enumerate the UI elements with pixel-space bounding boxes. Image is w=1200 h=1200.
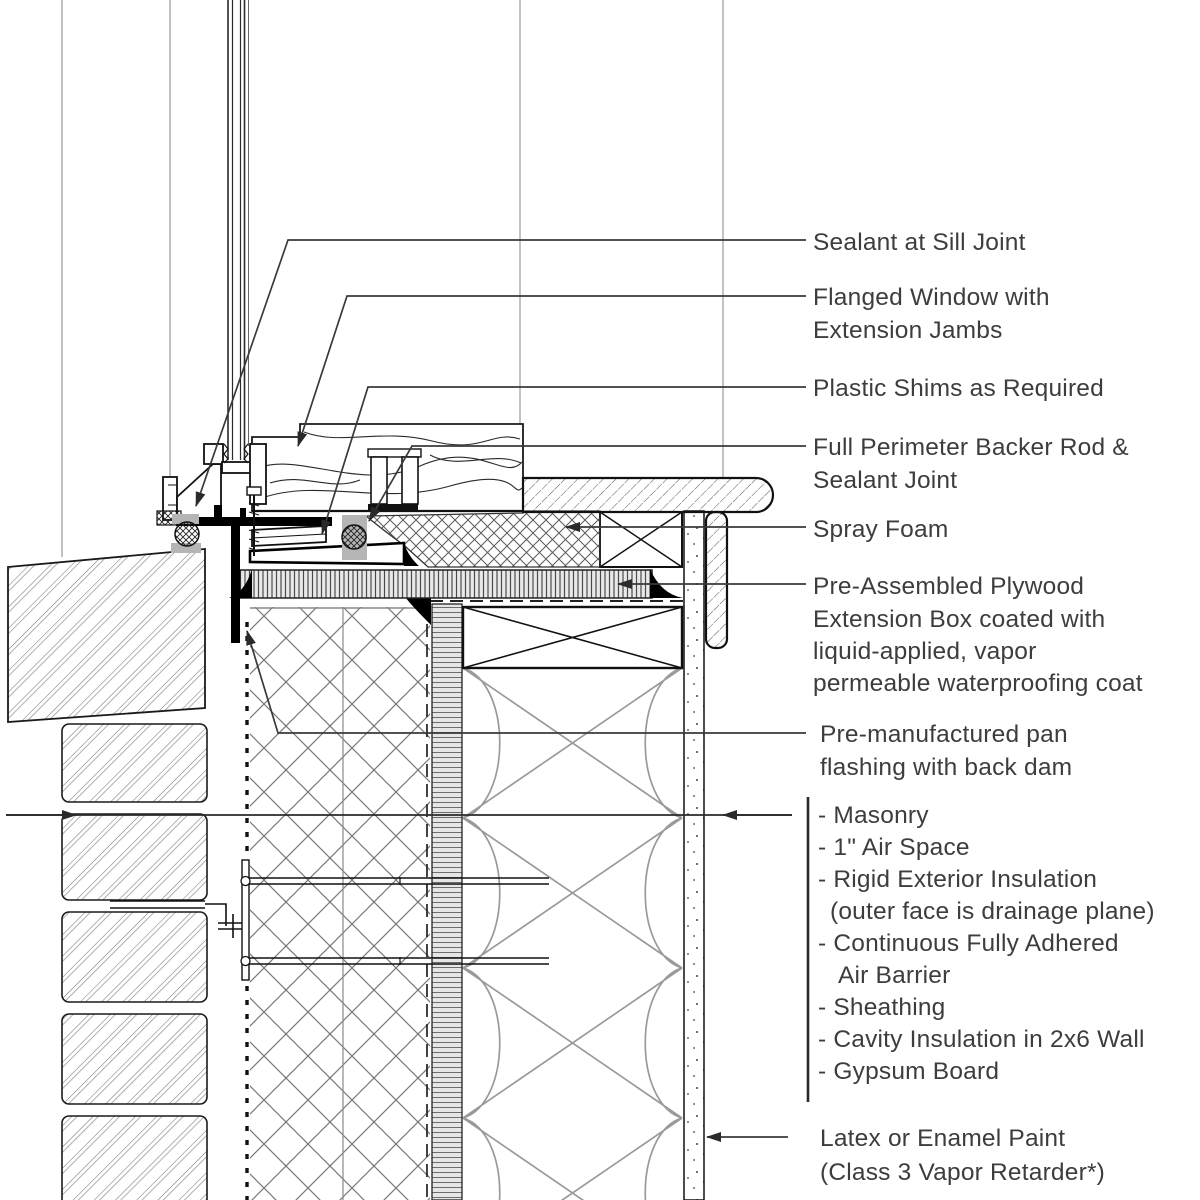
layer-air-space: - 1" Air Space xyxy=(818,834,970,861)
rigid-exterior-insulation xyxy=(247,607,430,1200)
gypsum-board xyxy=(684,511,704,1200)
label-backer-2: Sealant Joint xyxy=(813,467,958,494)
sloped-sill-brick xyxy=(8,549,205,722)
wood-extension-jamb xyxy=(252,424,523,511)
thermal-break xyxy=(240,508,246,518)
layer-air-barrier-2: Air Barrier xyxy=(838,962,951,989)
label-plywood-4: permeable waterproofing coat xyxy=(813,670,1143,697)
window-glazing xyxy=(228,0,249,460)
label-flanged-2: Extension Jambs xyxy=(813,317,1003,344)
thermal-break xyxy=(214,505,222,518)
label-plywood-1: Pre-Assembled Plywood xyxy=(813,573,1085,600)
extension-jamb-board xyxy=(371,457,387,504)
layer-sheathing: - Sheathing xyxy=(818,994,946,1021)
plywood-extension-box xyxy=(229,569,683,598)
pan-flashing-drip-leg xyxy=(231,519,240,643)
label-backer-1: Full Perimeter Backer Rod & xyxy=(813,434,1129,461)
plastic-shims xyxy=(252,526,326,546)
backer-rod xyxy=(175,522,199,546)
label-plywood-2: Extension Box coated with xyxy=(813,606,1106,633)
layer-rigid-insulation-note: (outer face is drainage plane) xyxy=(830,898,1155,925)
wall-layer-list xyxy=(818,802,1155,1085)
annotation-labels xyxy=(813,229,1143,781)
paint-label xyxy=(820,1125,1105,1186)
extension-jamb-board xyxy=(402,457,418,504)
label-pan-2: flashing with back dam xyxy=(820,754,1073,781)
backer-rod xyxy=(342,525,366,549)
layer-air-barrier-1: - Continuous Fully Adhered xyxy=(818,930,1119,957)
label-sealant: Sealant at Sill Joint xyxy=(813,229,1026,256)
masonry-veneer xyxy=(8,549,207,1200)
label-foam: Spray Foam xyxy=(813,516,949,543)
label-pan-1: Pre-manufactured pan xyxy=(820,721,1068,748)
layer-gypsum: - Gypsum Board xyxy=(818,1058,1000,1085)
label-shims: Plastic Shims as Required xyxy=(813,375,1104,402)
layer-masonry: - Masonry xyxy=(818,802,929,829)
label-paint-2: (Class 3 Vapor Retarder*) xyxy=(820,1159,1106,1186)
cavity-batt-insulation xyxy=(463,668,682,1200)
interior-stool xyxy=(523,478,773,512)
layer-cavity-insulation: - Cavity Insulation in 2x6 Wall xyxy=(818,1026,1145,1053)
sheathing xyxy=(432,604,462,1200)
label-paint-1: Latex or Enamel Paint xyxy=(820,1125,1066,1152)
label-plywood-3: liquid-applied, vapor xyxy=(813,638,1037,665)
interior-apron xyxy=(706,512,727,648)
layer-rigid-insulation: - Rigid Exterior Insulation xyxy=(818,866,1098,893)
label-flanged-1: Flanged Window with xyxy=(813,284,1050,311)
